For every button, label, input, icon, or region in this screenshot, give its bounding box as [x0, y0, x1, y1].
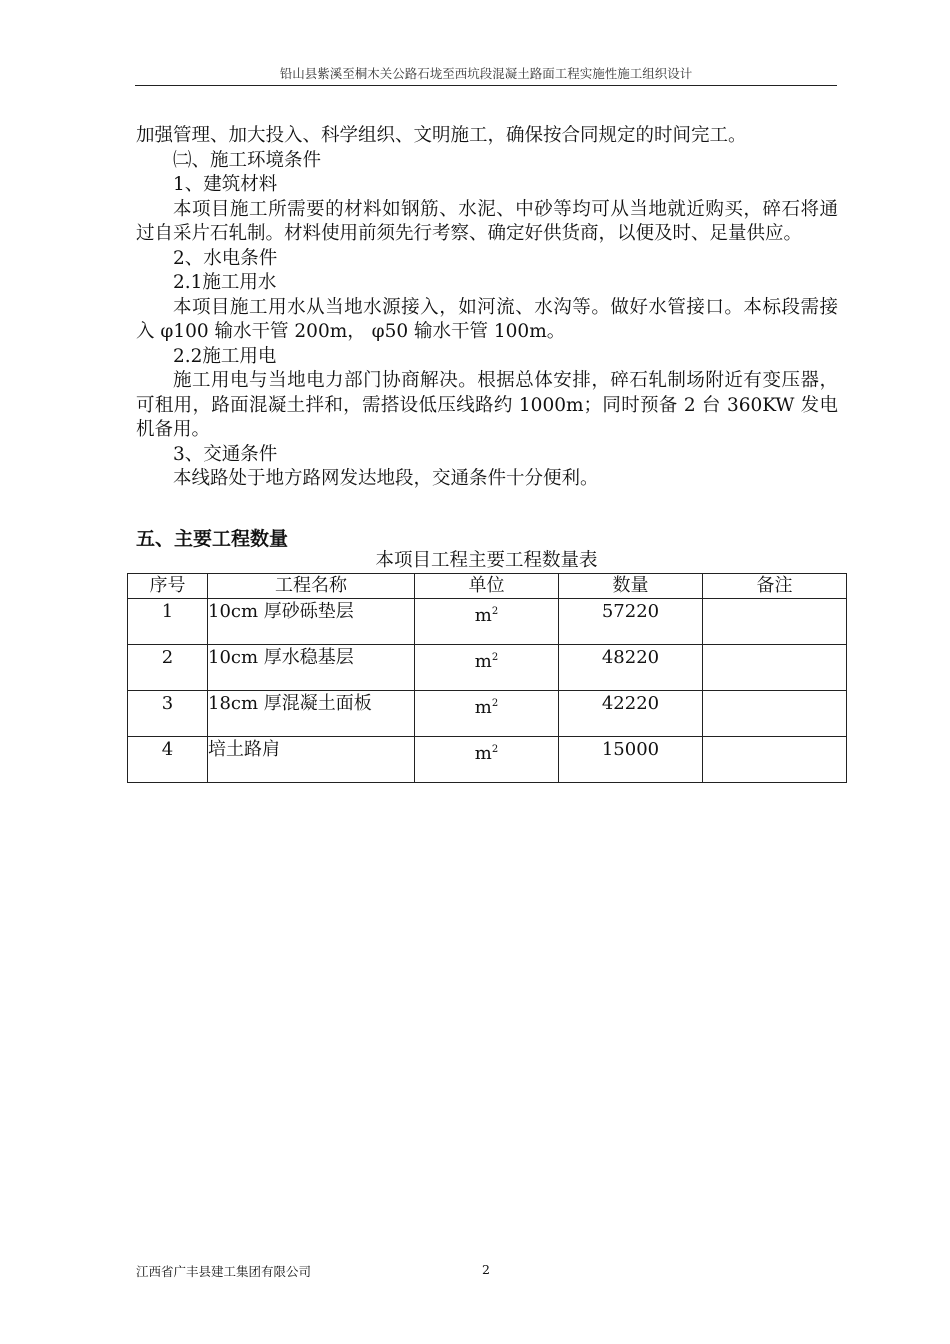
page-header: 铅山县紫溪至桐木关公路石垅至西坑段混凝土路面工程实施性施工组织设计	[135, 64, 837, 86]
quantity-table	[127, 573, 847, 783]
cell-no: 1	[128, 599, 208, 645]
cell-qty: 57220	[559, 599, 703, 645]
heading-power: 2.2施工用电	[173, 345, 277, 367]
table-row	[128, 691, 847, 737]
cell-name: 10cm 厚水稳基层	[208, 645, 415, 691]
cell-qty: 48220	[559, 645, 703, 691]
cell-qty: 15000	[559, 737, 703, 783]
section-title: 五、主要工程数量	[136, 528, 289, 550]
cell-no: 4	[128, 737, 208, 783]
table-title: 本项目工程主要工程数量表	[375, 550, 598, 571]
paragraph-water: 本项目施工用水从当地水源接入，如河流、水沟等。做好水管接口。本标段需接入 φ100 输水干管 200m， φ50 输水干管 100m。	[136, 296, 838, 342]
header-name: 工程名称	[208, 574, 415, 599]
heading-materials: 1、建筑材料	[173, 174, 278, 195]
unit-sup: 2	[491, 744, 499, 755]
header-unit: 单位	[415, 574, 559, 599]
heading-water: 2.1施工用水	[173, 272, 277, 293]
heading-environment: ㈡、施工环境条件	[173, 149, 322, 171]
table-row	[128, 645, 847, 691]
unit-sup: 2	[491, 652, 499, 663]
table-row	[128, 599, 847, 645]
paragraph-completion: 加强管理、加大投入、科学组织、文明施工，确保按合同规定的时间完工。	[136, 125, 747, 146]
heading-water-power: 2、水电条件	[173, 247, 278, 269]
body-text	[136, 124, 838, 492]
paragraph-power: 施工用电与当地电力部门协商解决。根据总体安排，碎石轧制场附近有变压器，可租用，路面混凝土拌和，需搭设低压线路约 1000m；同时预备 2 台 360KW 发电机备用。	[136, 370, 838, 440]
cell-name: 18cm 厚混凝土面板	[208, 691, 415, 737]
cell-note	[703, 737, 847, 783]
cell-qty: 42220	[559, 691, 703, 737]
header-note: 备注	[703, 574, 847, 599]
paragraph-traffic: 本线路处于地方路网发达地段，交通条件十分便利。	[173, 468, 599, 489]
cell-unit	[415, 737, 559, 783]
table-header-row	[128, 574, 847, 599]
cell-note	[703, 599, 847, 645]
unit-base: m	[474, 605, 492, 626]
cell-no: 3	[128, 691, 208, 737]
paragraph-materials: 本项目施工所需要的材料如钢筋、水泥、中砂等均可从当地就近购买，碎石将通过自采片石轧制。材料使用前须先行考察、确定好供货商，以便及时、足量供应。	[136, 198, 838, 244]
unit-base: m	[474, 697, 492, 718]
unit-sup: 2	[491, 606, 499, 617]
footer-company: 江西省广丰县建工集团有限公司	[136, 1264, 312, 1279]
cell-no: 2	[128, 645, 208, 691]
page-number: 2	[482, 1262, 490, 1277]
unit-sup: 2	[491, 698, 499, 709]
cell-name: 10cm 厚砂砾垫层	[208, 599, 415, 645]
cell-unit	[415, 645, 559, 691]
cell-note	[703, 645, 847, 691]
unit-base: m	[474, 743, 492, 764]
cell-name: 培土路肩	[208, 737, 415, 783]
cell-unit	[415, 599, 559, 645]
header-qty: 数量	[559, 574, 703, 599]
unit-base: m	[474, 651, 492, 672]
table-row	[128, 737, 847, 783]
heading-traffic: 3、交通条件	[173, 443, 278, 465]
header-no: 序号	[128, 574, 208, 599]
cell-note	[703, 691, 847, 737]
cell-unit	[415, 691, 559, 737]
